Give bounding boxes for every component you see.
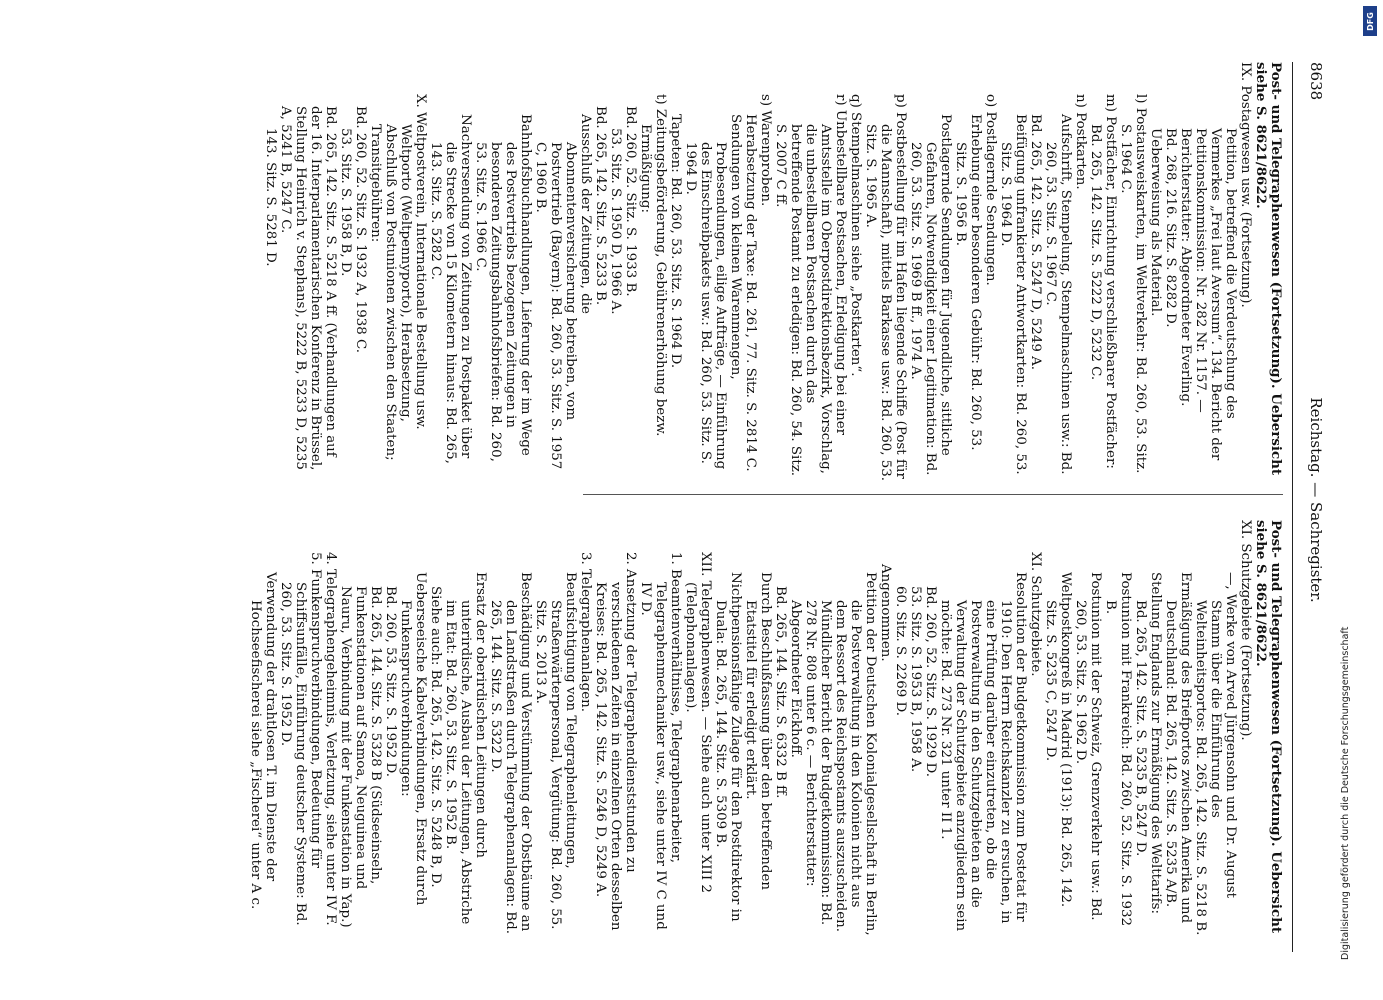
index-entry: Bd. 265, 142. Sitz. S. 5233 B.	[593, 106, 608, 306]
index-entry: 3. Telegraphenanlagen.	[578, 552, 593, 713]
index-entry: 53. Sitz. S. 1950 D, 1966 A.	[608, 128, 623, 315]
index-entry: Resolution der Budgetkommission zum Postetat für 1910: Den Herrn Reichskanzler zu ersuchen, in eine Prüfung darüber einzutreten, ob die Postverwaltung in den Schutzgebieten an die Verwaltung der Schutzgebiete anzugliedern sein möchte: Bd. 273 Nr. 321 unter II 1.	[938, 572, 1028, 932]
index-entry: Stellung Englands zur Ermäßigung des Welttarifs: Bd. 265, 142. Sitz. S. 5235 B, 5247 D.	[1133, 572, 1163, 915]
index-entry: Herabsetzung der Taxe: Bd. 261, 77. Sitz. S. 2814 C.	[743, 114, 758, 472]
index-entry: Ersatz der oberirdischen Leitungen durch unterirdische, Ausbau der Leitungen, Abstriche im Etat: Bd. 260, 53. Sitz. S. 1952 B.	[443, 572, 488, 925]
index-entry: Bd. 265, 142. Sitz. S. 5247 D, 5249 A.	[1028, 114, 1043, 371]
index-entry: Bd. 260, 52. Sitz. S. 1932 A, 1938 C.	[353, 106, 368, 354]
index-entry: 2. Ansetzung der Telegraphendienststunden zu verschiedenen Zeiten in einzelnen Orten desselben Kreises: Bd. 265, 142. Sitz. S. 5246 D, 5249 A.	[593, 552, 638, 931]
index-entry: Aufschrift, Stempelung, Stempelmaschinen usw.: Bd. 260, 53. Sitz. S. 1967 C.	[1043, 114, 1073, 475]
index-entry: XII. Telegraphenwesen. — Siehe auch unter XIII 2 (Telephonanlagen).	[683, 552, 713, 893]
index-entry: 1. Beamtenverhältnisse, Telegraphenarbeiter, Telegraphenmechaniker usw., siehe unter IV C und IV D.	[638, 552, 683, 930]
index-entry: Post- und Telegraphenwesen (Fortsetzung). Uebersicht siehe S. 8621/8622.	[1253, 520, 1284, 934]
index-entry: Beifügung unfrankierter Antwortkarten: Bd. 260, 53. Sitz. S. 1964 D.	[998, 114, 1028, 475]
index-entry: 5. Funkenspruchverbindungen, Bedeutung für Schiffsunfälle, Einführung deutscher Systeme: Bd. 260, 53. Sitz. S. 1952 D.	[278, 552, 323, 926]
index-entry: Nichtpensionsfähige Zulage für den Postdirektor in Duala: Bd. 265, 144. Sitz. S. 5309 B.	[713, 572, 743, 922]
index-entry: Post- und Telegraphenwesen (Fortsetzung). Uebersicht siehe S. 8621/8622.	[1253, 62, 1284, 476]
index-entry: Tapeten: Bd. 260, 53. Sitz. S. 1964 D.	[668, 114, 683, 369]
right-column	[248, 520, 1283, 940]
index-entry: p) Postbestellung für im Hafen liegende Schiffe (Post für die Mannschaft), mittels Barkasse usw.: Bd. 260, 53. Sitz. S. 1965 A.	[863, 94, 908, 482]
index-entry: Angenommen.	[878, 564, 893, 662]
index-entry: Weltpostkongreß in Madrid (1913): Bd. 265, 142. Sitz. S. 5235 C, 5247 D.	[1043, 572, 1073, 908]
index-entry: Bd. 260, 52. Sitz. S. 1929 D.	[923, 586, 938, 778]
index-entry: Nachversendung von Zeitungen zu Postpaket über die Strecke von 15 Kilometern hinaus: Bd. 265, 143. Sitz. S. 5282 C.	[428, 114, 473, 464]
index-entry: Ausschluß der Zeitungen, die Abonnentenversicherung betreiben, vom Postvertrieb (Bayern): Bd. 260, 53. Sitz. S. 1957 C, 1960 B.	[533, 114, 593, 470]
index-entry: Bd. 265, 142. Sitz. S. 5218 A ff. (Verhandlungen auf der 16. Interparlamentarischen Konferenz in Brüssel, Stellung Heinrich v. Stephans), 5222 B, 5233 D, 5235 A, 5241 B, 5247 C.	[278, 106, 338, 471]
index-entry: Bahnhofsbuchhandlungen, Lieferung der im Wege des Postvertriebs bezogenen Zeitungen in besonderen Zeitungsbahnhofsbriefen: Bd. 260, 53. Sitz. S. 1966 C.	[473, 114, 533, 462]
index-entry: 53. Sitz. S. 1958 B, D.	[338, 128, 353, 277]
index-entry: Erhebung einer besonderen Gebühr: Bd. 260, 53. Sitz. S. 1956 B.	[953, 114, 983, 451]
digitization-credit	[1340, 30, 1360, 990]
index-entry: 143. Sitz. S. 5281 D.	[263, 128, 278, 267]
index-entry: Sendungen von kleinen Warenmengen, Probesendungen, eilige Aufträge, — Einführung des Einschreibpakets usw.: Bd. 260, 53. Sitz. S. 1964 D.	[683, 114, 743, 470]
page-number: 8638	[1307, 62, 1325, 101]
header-rule	[1292, 62, 1293, 952]
index-entry: Bd. 260, 53. Sitz. S. 1952 D.	[383, 586, 398, 778]
index-entry: s) Warenproben.	[758, 94, 773, 207]
index-entry: X. Weltpostverein, Internationale Bestellung usw. Weltporto (Weltpennyporto), Herabsetzung, Abschluß von Postunionen zwischen den Staaten; Transitgebühren:	[368, 94, 428, 461]
index-entry: Bd. 268, 216. Sitz. S. 8282 D.	[1163, 128, 1178, 328]
index-entry: l) Postausweiskarten, im Weltverkehr: Bd. 260, 53. Sitz. S. 1964 C.	[1118, 94, 1148, 474]
index-entry: Postunion mit Frankreich: Bd. 260, 52. Sitz. S. 1932 B.	[1103, 572, 1133, 927]
index-entry: Bd. 265, 144. Sitz. S. 5328 B (Südseeinseln, Funkenstationen auf Samoa, Neuguinea und Nauru, Verbindung mit der Funkenstation in Yap.)	[338, 586, 383, 928]
index-entry: Petition der Deutschen Kolonialgesellschaft in Berlin, die Postverwaltung in den Kolonien nicht aus dem Ressort des Reichspostamts auszuscheiden. Mündlicher Bericht der Budgetkommission: Bd. 278 Nr. 808 unter 6 c. — Berichterstatter: Abgeordneter Eickhoff.	[788, 572, 878, 936]
index-entry: Beschädigung und Verstümmlung der Obstbäume an den Landstraßen durch Telegraphenanlagen: Bd. 265, 144. Sitz. S. 5322 D.	[488, 572, 533, 934]
index-entry: Beaufsichtigung von Telegraphenleitungen, Straßenwärterpersonal, Vergütung: Bd. 260, 55. Sitz. S. 2013 A.	[533, 572, 578, 930]
index-entry: n) Postkarten.	[1073, 94, 1088, 190]
page-header	[1285, 0, 1383, 1000]
index-entry: Ueberseeische Kabelverbindungen, Ersatz durch Funkenspruchverbindungen:	[398, 572, 428, 906]
index-entry: 60. Sitz. S. 2269 D.	[893, 586, 908, 717]
index-entry: Petition, betreffend die Verdeutschung des Vermerkes „Frei laut Aversum“. 134. Bericht der Petitionskommission: Nr. 282 Nr. 1157. — Berichterstatter: Abgeordneter Everling.	[1178, 128, 1238, 461]
index-entry: Ueberweisung als Material.	[1148, 128, 1163, 317]
index-entry: 53. Sitz. S. 1953 B, 1958 A.	[908, 586, 923, 773]
index-entry: XI. Schutzgebiete.	[1028, 552, 1043, 677]
credit-text: Digitalisierung gefördert durch die Deutsche Forschungsgemeinschaft	[1340, 626, 1351, 960]
left-column	[263, 62, 1283, 482]
index-entry: 4. Telegraphengeheimnis, Verletzung, siehe unter IV F.	[323, 552, 338, 926]
running-title: Reichstag. — Sachregister.	[1307, 397, 1325, 603]
index-entry: q) Stempelmaschinen siehe „Postkarten“.	[848, 94, 863, 377]
column-divider	[583, 494, 1283, 495]
index-entry: r) Unbestellbare Postsachen, Erledigung bei einer Amtsstelle im Oberpostdirektionsbezirk, Vorschlag, die unbestellbaren Postsachen durch das betreffende Postamt zu erledigen: Bd. 260, 54. Sitz. S. 2007 C ff.	[773, 94, 848, 477]
dfg-logo-text: DFG	[1365, 11, 1375, 31]
index-entry: m) Postfächer, Einrichtung verschließbarer Postfächer: Bd. 265, 142. Sitz. S. 5222 D, 5232 C.	[1088, 94, 1118, 469]
dfg-logo	[1363, 6, 1377, 36]
index-entry: o) Postlagernde Sendungen.	[983, 94, 998, 286]
index-entry: Ermäßigung des Briefportos zwischen Amerika und Deutschland: Bd. 265, 142. Sitz. S. 5235 A/B.	[1163, 572, 1193, 924]
index-entry: —, Werke von Arved Jürgensohn und Dr. August Stamm über die Einführung des Welteinheitsportos: Bd. 265, 142. Sitz. S. 5218 B.	[1193, 572, 1238, 936]
index-entry: Durch Beschlußfassung über den betreffenden Etatstitel für erledigt erklärt.	[743, 572, 773, 891]
index-entry: Postunion mit der Schweiz, Grenzverkehr usw.: Bd. 260, 53. Sitz. S. 1962 D.	[1073, 572, 1103, 921]
index-entry: IX. Postagwesen usw. (Fortsetzung).	[1238, 62, 1253, 308]
index-entry: t) Zeitungsbeförderung, Gebührenerhöhung bezw. Ermäßigung:	[638, 94, 668, 437]
index-entry: Verwendung der drahtlosen T. im Dienste der Hochseefischerei siehe „Fischerei“ unter A c.	[248, 572, 278, 910]
index-entry: Bd. 260, 52. Sitz. S. 1933 B.	[623, 106, 638, 297]
index-entry: Siehe auch: Bd. 265, 142. Sitz. S. 5248 B, D.	[428, 586, 443, 888]
index-entry: Bd. 265, 144. Sitz. S. 6332 B ff.	[773, 586, 788, 799]
index-entry: XI. Schutzgebiete (Fortsetzung).	[1238, 520, 1253, 741]
index-entry: Postlagernde Sendungen für Jugendliche, sittliche Gefahren, Notwendigkeit einer Legitimation: Bd. 260, 53. Sitz. S. 1969 B ff., 1974 A.	[908, 114, 953, 476]
